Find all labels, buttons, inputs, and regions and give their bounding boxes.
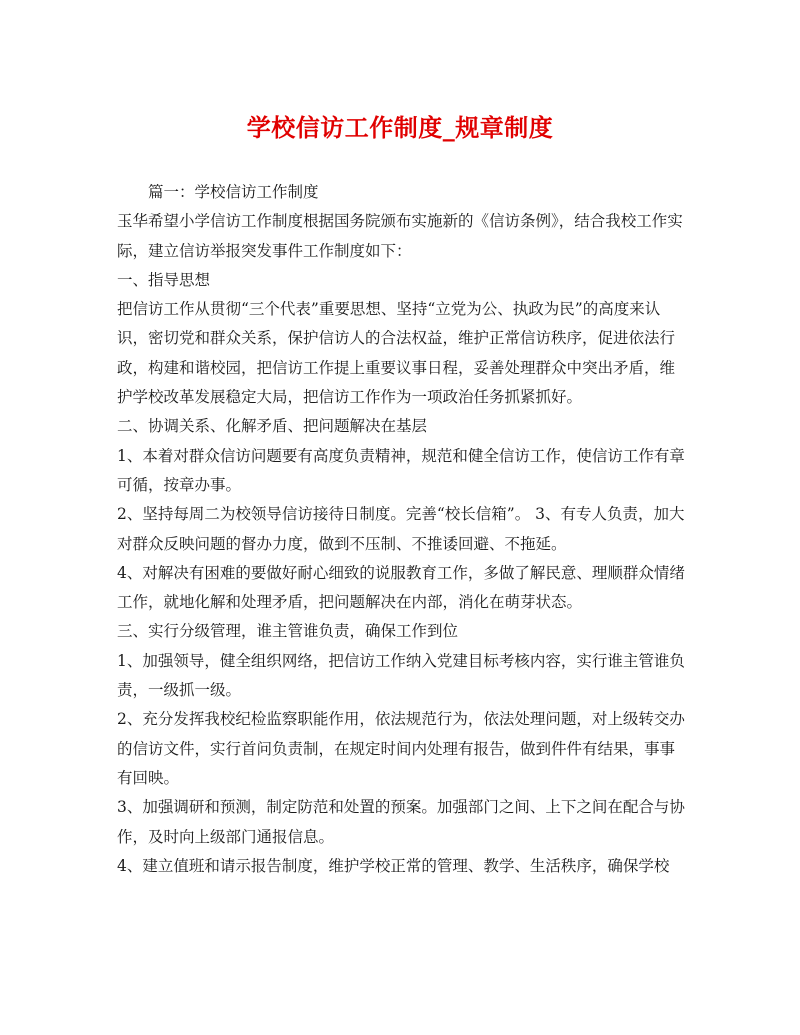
section-heading: 三、实行分级管理，谁主管谁负责，确保工作到位 <box>117 622 459 641</box>
section-heading: 篇一：学校信访工作制度 <box>148 183 319 201</box>
paragraph: 1、本着对群众信访问题要有高度负责精神，规范和健全信访工作，使信访工作有章可循，按章办事。 <box>117 446 685 494</box>
paragraph: 4、对解决有困难的要做好耐心细致的说服教育工作，多做了解民意、理顺群众情绪工作，就地化解和处理矛盾，把问题解决在内部，消化在萌芽状态。 <box>117 563 685 612</box>
paragraph: 2、坚持每周二为校领导信访接待日制度。完善“校长信箱”。 3、有专人负责，加大对群众反映问题的督办力度，做到不压制、不推诿回避、不拖延。 <box>117 505 685 553</box>
section-heading: 二、协调关系、化解矛盾、把问题解决在基层 <box>117 417 428 436</box>
document-body <box>117 178 687 881</box>
paragraph: 2、充分发挥我校纪检监察职能作用，依法规范行为，依法处理问题，对上级转交办的信访文件，实行首问负责制，在规定时间内处理有报告，做到件件有结果，事事有回映。 <box>117 710 685 787</box>
section-heading: 一、指导思想 <box>117 270 211 289</box>
paragraph: 3、加强调研和预测，制定防范和处置的预案。加强部门之间、上下之间在配合与协作，及时向上级部门通报信息。 <box>117 798 685 846</box>
paragraph: 玉华希望小学信访工作制度根据国务院颁布实施新的《信访条例》，结合我校工作实际，建立信访举报突发事件工作制度如下： <box>117 212 683 260</box>
paragraph: 把信访工作从贯彻“三个代表”重要思想、坚持“立党为公、执政为民”的高度来认识，密切党和群众关系，保护信访人的合法权益，维护正常信访秩序，促进依法行政，构建和谐校园，把信访工作提上重要议事日程，妥善处理群众中突出矛盾，维护学校改革发展稳定大局，把信访工作作为一项政治任务抓紧抓好。 <box>117 300 676 407</box>
document-title: 学校信访工作制度_规章制度 <box>246 113 554 142</box>
paragraph: 4、建立值班和请示报告制度，维护学校正常的管理、教学、生活秩序，确保学校 <box>117 856 670 875</box>
paragraph: 1、加强领导，健全组织网络，把信访工作纳入党建目标考核内容，实行谁主管谁负责，一级抓一级。 <box>117 651 685 700</box>
